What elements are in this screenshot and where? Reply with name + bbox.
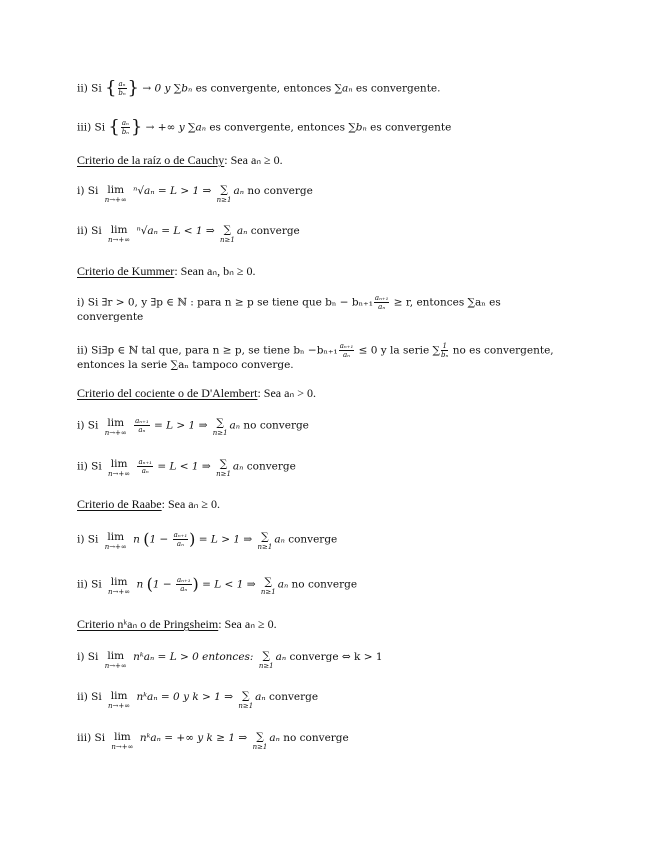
- fraction: [173, 531, 189, 548]
- fraction-denominator: bₙ: [121, 128, 130, 136]
- fraction: [137, 458, 153, 475]
- left-paren: (: [143, 529, 150, 549]
- item-prefix: ii) Si: [77, 82, 102, 95]
- fraction-denominator: aₙ: [180, 585, 188, 593]
- kummer-item-i: [77, 294, 501, 311]
- series-term: aₙ: [232, 460, 244, 473]
- summation: [261, 576, 276, 597]
- sum-subscript: n≥1: [258, 662, 274, 670]
- limit-subscript: n→+∞: [108, 470, 131, 478]
- series-sum: ∑bₙ: [173, 82, 193, 95]
- raabe-item-i: [77, 531, 337, 552]
- section-condition: : Sea aₙ > 0.: [257, 386, 316, 400]
- limit: [105, 531, 127, 552]
- limit: [108, 458, 130, 479]
- sum-subscript: n≥1: [216, 470, 231, 478]
- sum-symbol: ∑: [216, 417, 224, 429]
- pringsheim-item-ii: [77, 690, 318, 711]
- item-text: no converge: [243, 419, 309, 432]
- sum-symbol: ∑: [261, 531, 269, 543]
- left-brace: {: [108, 116, 120, 138]
- section-title: Criterio de la raíz o de Cauchy: [77, 153, 225, 167]
- item-text: entonces la serie ∑aₙ tampoco converge.: [77, 359, 294, 371]
- expression: ⁿ√aₙ = L > 1 ⇒: [133, 185, 212, 197]
- section-title: Criterio de Raabe: [77, 497, 162, 511]
- item-prefix: ii) Si: [77, 578, 102, 591]
- pringsheim-item-iii: [77, 731, 349, 752]
- sum-subscript: n≥1: [257, 543, 273, 551]
- expression: nᵏaₙ = +∞ y k ≥ 1 ⇒: [139, 732, 248, 744]
- item-text: no converge: [247, 185, 313, 197]
- summation: [216, 458, 231, 479]
- fraction-numerator: aₙ₊₁: [173, 531, 188, 539]
- item-text: es convergente: [370, 121, 452, 134]
- limit-label: lim: [110, 458, 128, 470]
- sum-subscript: n≥1: [252, 743, 268, 751]
- fraction: [121, 119, 130, 136]
- item-text: no converge: [291, 578, 358, 591]
- sum-symbol: ∑: [256, 731, 264, 743]
- fraction-denominator: aₙ: [138, 426, 146, 434]
- fraction-numerator: 1: [442, 342, 447, 350]
- fraction-denominator: aₙ: [343, 351, 351, 359]
- item-text: converge: [250, 225, 300, 237]
- section-condition: : Sea aₙ ≥ 0.: [218, 617, 277, 631]
- limit-label: lim: [110, 224, 128, 236]
- ratio-item-iii: [77, 116, 452, 138]
- series-term: aₙ: [275, 651, 287, 663]
- section-title: Criterio nᵏaₙ o de Pringsheim: [77, 617, 219, 631]
- sum-symbol: ∑: [219, 458, 228, 470]
- section-title: Criterio de Kummer: [77, 264, 175, 278]
- series-term: aₙ: [274, 533, 285, 546]
- pringsheim-item-i: [77, 650, 383, 671]
- kummer-item-i-continued: [77, 310, 143, 324]
- sum-subscript: n≥1: [260, 588, 276, 596]
- fraction: [118, 80, 127, 97]
- fraction: [441, 342, 448, 359]
- summation: [217, 184, 232, 205]
- limit: [108, 576, 130, 597]
- right-brace: }: [127, 77, 139, 99]
- series-sum: ∑aₙ: [187, 121, 206, 134]
- expression: ⁿ√aₙ = L < 1 ⇒: [136, 225, 215, 237]
- variable-n: n: [136, 578, 144, 591]
- expression: 1 −: [152, 578, 172, 591]
- fraction-denominator: aₙ: [176, 540, 184, 548]
- limit: [105, 417, 127, 438]
- limit-subscript: n→+∞: [108, 702, 131, 710]
- item-text: i) Si ∃r > 0, y ∃p ∈ ℕ : para n ≥ p se tiene que bₙ − bₙ₊₁: [77, 296, 373, 309]
- fraction: [134, 417, 150, 434]
- series-sum: ∑bₙ: [348, 121, 367, 134]
- limit: [108, 690, 130, 711]
- summation: [253, 731, 268, 752]
- section-heading-dalembert: [77, 386, 316, 400]
- item-prefix: ii) Si: [77, 691, 102, 703]
- summation: [238, 690, 253, 711]
- summation: [259, 650, 274, 671]
- limit-label: lim: [107, 184, 125, 196]
- expression: = L < 1 ⇒: [202, 578, 256, 591]
- item-text: es convergente, entonces: [209, 121, 345, 134]
- item-prefix: i) Si: [77, 185, 99, 197]
- fraction-numerator: aₙ₊₁: [374, 294, 389, 302]
- limit-label: lim: [107, 650, 125, 662]
- cauchy-item-i: [77, 184, 313, 205]
- fraction-denominator: bₙ: [118, 89, 126, 97]
- limit: [105, 650, 127, 671]
- item-prefix: iii) Si: [77, 732, 106, 744]
- right-brace: }: [130, 116, 143, 138]
- fraction-numerator: aₙ₊₁: [339, 342, 354, 350]
- sum-symbol: ∑: [242, 690, 250, 702]
- sum-subscript: n≥1: [216, 196, 232, 204]
- fraction: [339, 342, 355, 359]
- section-heading-cauchy: [77, 153, 283, 167]
- series-term: aₙ: [229, 419, 241, 432]
- variable-n: n: [133, 533, 140, 546]
- limit: [111, 731, 133, 752]
- series-term: aₙ: [269, 732, 280, 744]
- item-prefix: i) Si: [77, 533, 99, 546]
- fraction-denominator: aₙ: [378, 303, 386, 311]
- item-text: converge: [288, 533, 338, 546]
- fraction-denominator: bₙ: [441, 351, 449, 359]
- raabe-item-ii: [77, 576, 357, 597]
- fraction: [176, 576, 192, 593]
- sum-subscript: n≥1: [212, 429, 228, 437]
- section-condition: : Sea aₙ ≥ 0.: [161, 497, 220, 511]
- sum-symbol: ∑: [220, 184, 228, 196]
- item-text: ≤ 0 y la serie ∑: [358, 344, 441, 357]
- kummer-item-ii: [77, 342, 554, 359]
- series-sum: ∑aₙ: [334, 82, 353, 95]
- section-condition: : Sea aₙ ≥ 0.: [224, 153, 283, 167]
- fraction-numerator: aₙ: [121, 119, 129, 127]
- section-heading-raabe: [77, 497, 220, 511]
- limit-subscript: n→+∞: [108, 236, 131, 244]
- item-prefix: iii) Si: [77, 121, 106, 134]
- relation: → +∞ y: [145, 121, 185, 134]
- item-text: converge: [246, 460, 296, 473]
- sum-subscript: n≥1: [220, 236, 235, 244]
- fraction-numerator: aₙ₊₁: [177, 576, 191, 584]
- sum-symbol: ∑: [262, 650, 270, 662]
- limit-label: lim: [107, 417, 125, 429]
- right-paren: ): [192, 574, 199, 594]
- item-text: convergente: [77, 311, 144, 323]
- limit-subscript: n→+∞: [108, 588, 131, 596]
- item-prefix: i) Si: [77, 419, 99, 432]
- fraction-numerator: aₙ₊₁: [138, 458, 152, 466]
- limit-subscript: n→+∞: [104, 429, 127, 437]
- item-text: converge ⇔ k > 1: [289, 651, 383, 663]
- item-text: converge: [269, 691, 319, 703]
- item-text: es convergente, entonces: [195, 82, 332, 95]
- summation: [220, 224, 235, 245]
- limit-subscript: n→+∞: [104, 543, 127, 551]
- summation: [213, 417, 228, 438]
- ratio-item-ii: [77, 77, 441, 99]
- sum-symbol: ∑: [264, 576, 273, 588]
- left-paren: (: [146, 574, 153, 594]
- dalembert-item-ii: [77, 458, 296, 479]
- sum-symbol: ∑: [223, 224, 232, 236]
- item-text: ii) Si∃p ∈ ℕ tal que, para n ≥ p, se tiene bₙ −bₙ₊₁: [77, 344, 338, 357]
- limit-label: lim: [110, 690, 128, 702]
- dalembert-item-i: [77, 417, 309, 438]
- item-prefix: ii) Si: [77, 225, 102, 237]
- section-condition: : Sean aₙ, bₙ ≥ 0.: [174, 264, 256, 278]
- item-prefix: i) Si: [77, 651, 99, 663]
- fraction-denominator: aₙ: [141, 467, 149, 475]
- right-paren: ): [189, 529, 196, 549]
- kummer-item-ii-continued: [77, 358, 294, 372]
- limit-label: lim: [110, 576, 128, 588]
- item-text: ≥ r, entonces ∑aₙ es: [393, 296, 501, 309]
- limit-subscript: n→+∞: [104, 662, 127, 670]
- section-heading-kummer: [77, 264, 255, 278]
- cauchy-item-ii: [77, 224, 300, 245]
- series-term: aₙ: [255, 691, 266, 703]
- item-text: es convergente.: [355, 82, 441, 95]
- expression: = L > 1 ⇒: [198, 533, 253, 546]
- item-prefix: ii) Si: [77, 460, 102, 473]
- summation: [258, 531, 273, 552]
- fraction-numerator: aₙ₊₁: [135, 417, 149, 425]
- limit-label: lim: [107, 531, 125, 543]
- expression: nᵏaₙ = L > 0 entonces:: [133, 651, 254, 663]
- series-term: aₙ: [277, 578, 289, 591]
- series-term: aₙ: [233, 185, 244, 197]
- expression: 1 −: [149, 533, 169, 546]
- limit: [108, 224, 130, 245]
- fraction: [374, 294, 390, 311]
- fraction-numerator: aₙ: [118, 80, 126, 88]
- section-heading-pringsheim: [77, 617, 277, 631]
- expression: = L < 1 ⇒: [157, 460, 211, 473]
- item-text: no converge: [283, 732, 349, 744]
- limit-label: lim: [114, 731, 131, 743]
- relation: → 0 y: [142, 82, 171, 95]
- item-text: no es convergente,: [452, 344, 554, 357]
- left-brace: {: [105, 77, 117, 99]
- sum-subscript: n≥1: [238, 702, 254, 710]
- expression: = L > 1 ⇒: [153, 419, 208, 432]
- limit-subscript: n→+∞: [111, 743, 134, 751]
- series-term: aₙ: [236, 225, 248, 237]
- expression: nᵏaₙ = 0 y k > 1 ⇒: [136, 691, 233, 703]
- limit-subscript: n→+∞: [104, 196, 127, 204]
- section-title: Criterio del cociente o de D'Alembert: [77, 386, 258, 400]
- limit: [105, 184, 127, 205]
